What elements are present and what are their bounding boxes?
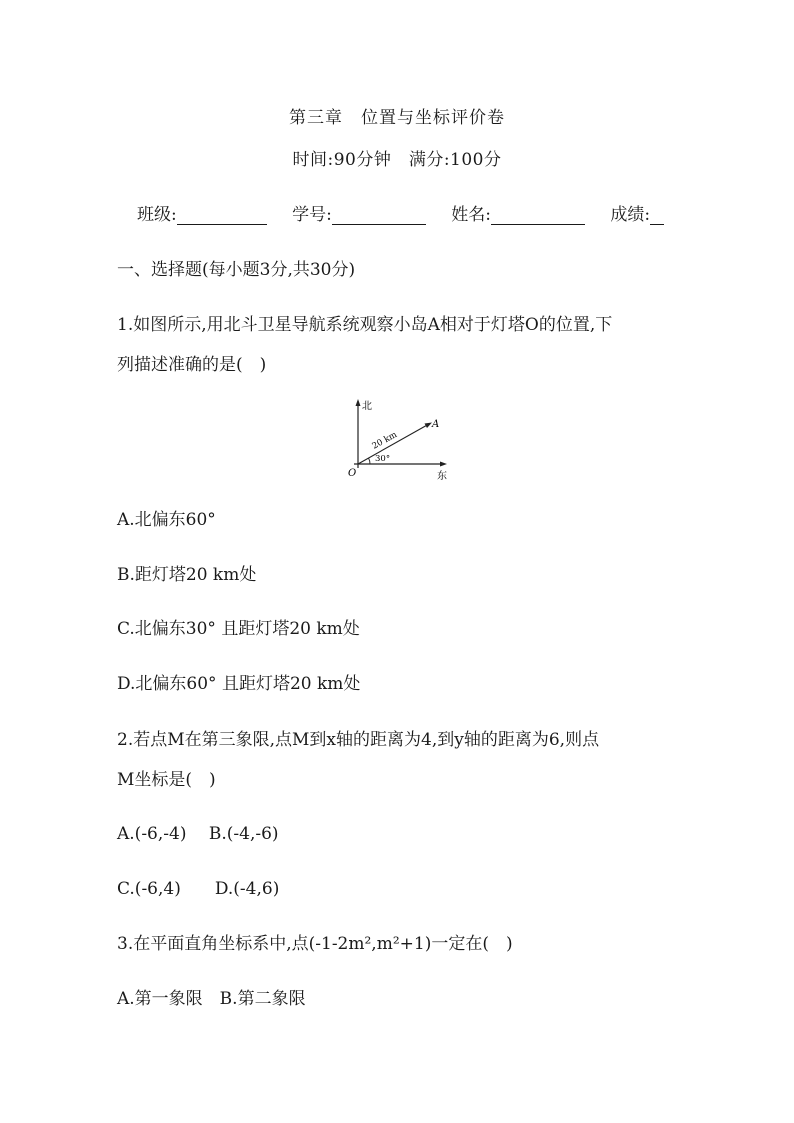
- exam-subtitle: 时间:90分钟 满分:100分: [292, 150, 502, 170]
- score-field: [610, 205, 664, 225]
- north-arrowhead: [356, 399, 361, 406]
- q3-stem: 3.在平面直角坐标系中,点(-1-2m²,m²+1)一定在( ): [117, 934, 513, 954]
- distance-label: 20 km: [370, 429, 399, 452]
- student-info-row: [137, 205, 676, 225]
- north-label: 北: [362, 401, 372, 412]
- east-label: 东: [437, 471, 447, 482]
- class-blank[interactable]: [177, 208, 267, 225]
- east-arrowhead: [440, 462, 447, 467]
- class-field: [137, 205, 267, 225]
- q1-stem-line1: 1.如图所示,用北斗卫星导航系统观察小岛A相对于灯塔O的位置,下: [117, 315, 613, 335]
- q1-stem-line2: 列描述准确的是( ): [117, 355, 267, 375]
- angle-label: 30°: [375, 454, 391, 464]
- section-heading: 一、选择题(每小题3分,共30分): [117, 260, 356, 280]
- q1-option-c: C.北偏东30° 且距灯塔20 km处: [117, 619, 360, 639]
- class-label: 班级:: [137, 205, 177, 225]
- q1-option-b: B.距灯塔20 km处: [117, 565, 257, 585]
- score-label: 成绩:: [610, 205, 651, 225]
- q1-option-d: D.北偏东60° 且距灯塔20 km处: [117, 674, 361, 694]
- bearing-arrowhead: [425, 423, 433, 429]
- student-id-blank[interactable]: [332, 208, 426, 225]
- q2-options-row1: A.(-6,-4) B.(-4,-6): [117, 824, 279, 844]
- name-blank[interactable]: [491, 208, 585, 225]
- origin-label: O: [348, 468, 357, 479]
- point-a-label: A: [432, 419, 440, 430]
- q2-options-row2: C.(-6,4) D.(-4,6): [117, 879, 280, 899]
- name-field: [451, 205, 585, 225]
- q2-stem-line2: M坐标是( ): [117, 770, 216, 790]
- q2-stem-line1: 2.若点M在第三象限,点M到x轴的距离为4,到y轴的距离为6,则点: [117, 730, 600, 750]
- q1-figure: [340, 396, 460, 486]
- score-blank[interactable]: [650, 208, 664, 225]
- q1-option-a: A.北偏东60°: [117, 510, 216, 530]
- student-id-label: 学号:: [292, 205, 332, 225]
- q3-options-row1: A.第一象限 B.第二象限: [117, 989, 306, 1009]
- page-title: 第三章 位置与坐标评价卷: [289, 108, 505, 128]
- student-id-field: [292, 205, 426, 225]
- name-label: 姓名:: [451, 205, 492, 225]
- angle-arc: [369, 458, 371, 464]
